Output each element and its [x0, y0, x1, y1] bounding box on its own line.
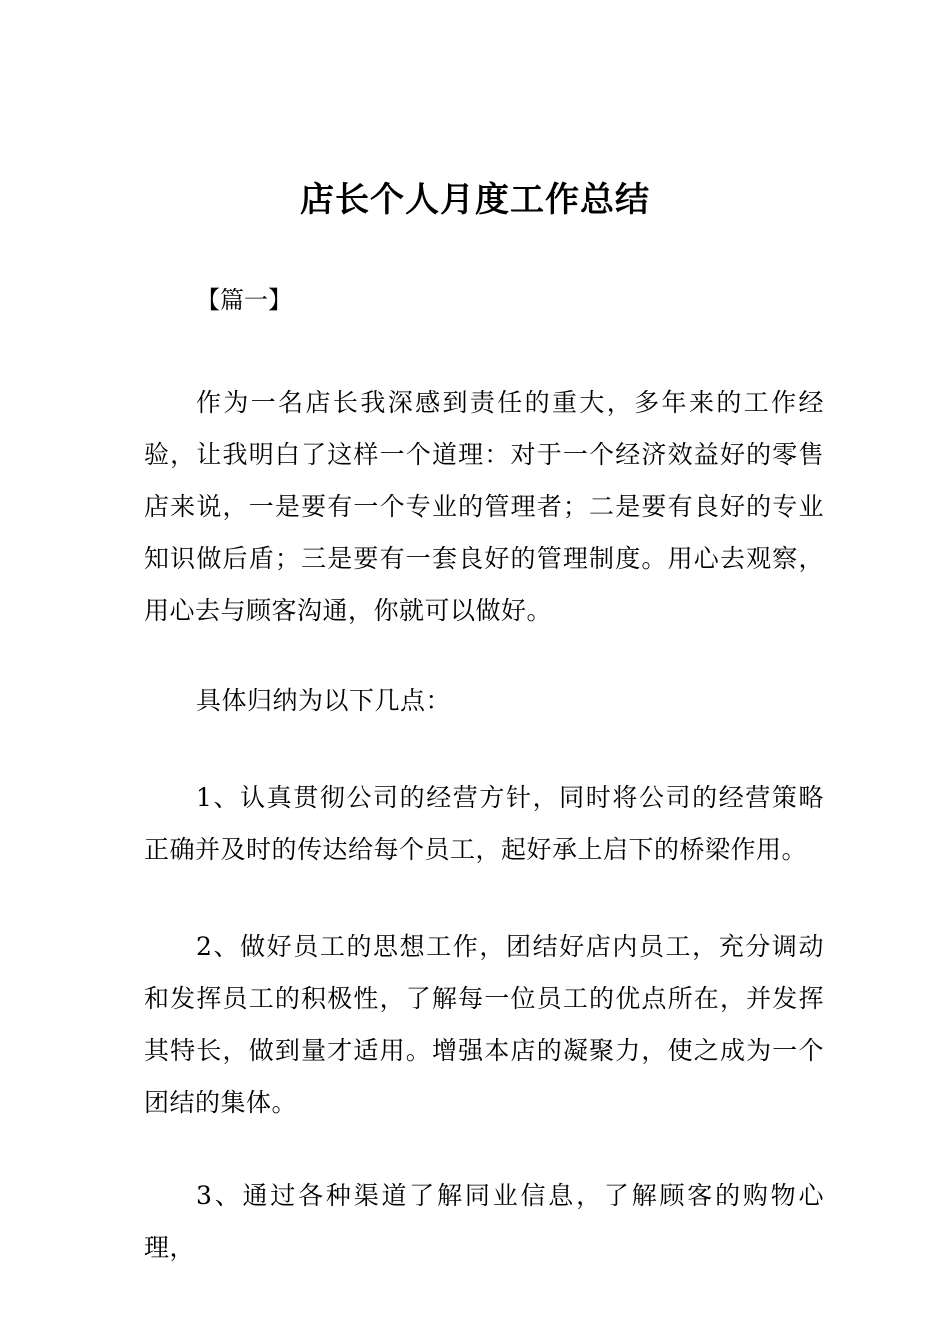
paragraph-summary-lead: 具体归纳为以下几点：	[196, 686, 452, 715]
document-title: 店长个人月度工作总结	[300, 180, 650, 220]
paragraph-point-1: 1、认真贯彻公司的经营方针，同时将公司的经营策略正确并及时的传达给每个员工，起好承上启下的桥梁作用。	[144, 783, 824, 864]
paragraph-point-2: 2、做好员工的思想工作，团结好店内员工，充分调动和发挥员工的积极性，了解每一位员工的优点所在，并发挥其特长，做到量才适用。增强本店的凝聚力，使之成为一个团结的集体。	[144, 932, 824, 1117]
section-heading: 【篇一】	[196, 286, 292, 314]
paragraph-point-3: 3、通过各种渠道了解同业信息，了解顾客的购物心理，	[144, 1181, 824, 1262]
paragraph-intro: 作为一名店长我深感到责任的重大，多年来的工作经验，让我明白了这样一个道理：对于一个经济效益好的零售店来说，一是要有一个专业的管理者；二是要有良好的专业知识做后盾；三是要有一套良好的管理制度。用心去观察，用心去与顾客沟通，你就可以做好。	[144, 388, 824, 625]
